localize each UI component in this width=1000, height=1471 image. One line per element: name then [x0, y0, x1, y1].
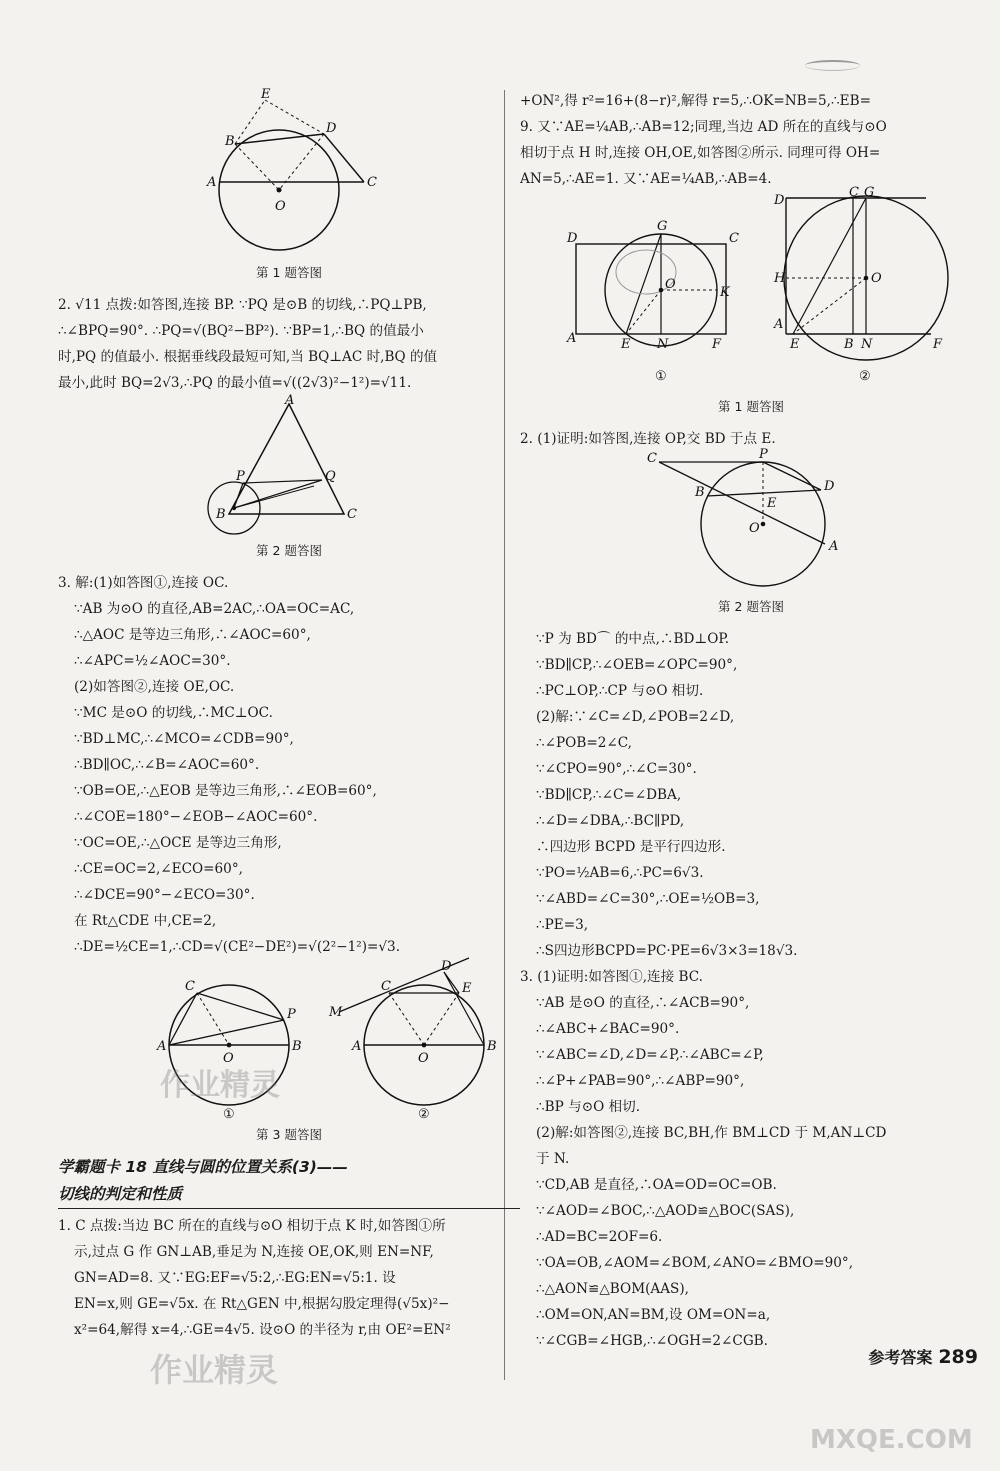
svg-text:C: C: [381, 979, 391, 994]
fig2-caption: 第 2 题答图: [256, 543, 322, 558]
fig3-caption: 第 3 题答图: [256, 1127, 322, 1142]
right-fig1-diagram: [531, 185, 971, 392]
svg-text:O: O: [749, 521, 760, 536]
q2-line: ∵P 为 BD⌒ 的中点,∴BD⊥OP.: [536, 631, 730, 647]
q2-line: ∴S四边形BCPD=PC·PE=6√3×3=18√3.: [536, 943, 798, 959]
q3-line: ∴BP 与⊙O 相切.: [536, 1099, 641, 1115]
svg-text:B: B: [216, 507, 226, 522]
q3-line: ∴AD=BC=2OF=6.: [536, 1229, 663, 1245]
svg-text:P: P: [287, 1007, 296, 1022]
svg-text:C: C: [347, 507, 357, 522]
q1-line: 示,过点 G 作 GN⊥AB,垂足为 N,连接 OE,OK,则 EN=NF,: [74, 1244, 434, 1260]
q3-line: ∵∠AOD=∠BOC,∴△AOD≌△BOC(SAS),: [536, 1203, 795, 1219]
right-column: [520, 88, 982, 1354]
q1-line: EN=x,则 GE=√5x. 在 Rt△GEN 中,根据勾股定理得(√5x)²−: [74, 1296, 450, 1312]
right-fig1-label-1: ①: [655, 369, 667, 384]
q3-line: ∵OB=OE,∴△EOB 是等边三角形,∴∠EOB=60°,: [74, 783, 377, 799]
svg-text:D: D: [441, 959, 452, 974]
svg-text:N: N: [861, 337, 873, 352]
q3-line: (2)如答图②,连接 OE,OC.: [74, 679, 235, 695]
section-title-line2: 切线的判定和性质: [58, 1181, 520, 1209]
svg-text:N: N: [657, 337, 669, 352]
watermark: 作业精灵: [150, 1351, 279, 1389]
q2-line: ∵∠CPO=90°,∴∠C=30°.: [536, 761, 697, 777]
q2-line: ∵∠ABD=∠C=30°,∴OE=½OB=3,: [536, 891, 760, 907]
svg-text:B: B: [695, 485, 705, 500]
svg-text:E: E: [767, 496, 777, 511]
svg-text:D: D: [326, 121, 337, 136]
fig3-diagram: [89, 959, 497, 1122]
svg-text:E: E: [621, 337, 631, 352]
svg-text:Q: Q: [325, 469, 336, 484]
q3-line: ∴∠ABC+∠BAC=90°.: [536, 1021, 680, 1037]
q3-line: ∵∠CGB=∠HGB,∴∠OGH=2∠CGB.: [536, 1333, 768, 1349]
svg-text:E: E: [261, 87, 271, 102]
q3-line: ∴△AON≌△BOM(AAS),: [536, 1281, 689, 1297]
svg-text:D: D: [567, 231, 578, 246]
svg-text:B: B: [487, 1039, 497, 1054]
svg-text:D: D: [824, 479, 835, 494]
q2-line: ∴∠POB=2∠C,: [536, 735, 632, 751]
svg-text:O: O: [871, 271, 882, 286]
q3-line: (2)解:如答图②,连接 BC,BH,作 BM⊥CD 于 M,AN⊥CD: [536, 1125, 887, 1141]
fig1-diagram: [189, 88, 389, 258]
right-fig2-diagram: [641, 447, 861, 592]
section-title-line1: 学霸题卡 18 直线与圆的位置关系(3)——: [58, 1158, 348, 1176]
svg-text:A: A: [567, 331, 577, 346]
right-fig1-caption: 第 1 题答图: [718, 399, 784, 414]
q2-line: ∴∠D=∠DBA,∴BC∥PD,: [536, 813, 685, 829]
left-column: [58, 88, 520, 1343]
q3-line: ∵OA=OB,∠AOM=∠BOM,∠ANO=∠BMO=90°,: [536, 1255, 854, 1271]
q3-line: ∴∠P+∠PAB=90°,∴∠ABP=90°,: [536, 1073, 745, 1089]
q3-line: ∴△AOC 是等边三角形,∴∠AOC=60°,: [74, 627, 311, 643]
right-fig2-caption: 第 2 题答图: [718, 599, 784, 614]
q2-line: ∵BD∥CP,∴∠C=∠DBA,: [536, 787, 682, 803]
svg-text:F: F: [933, 337, 943, 352]
q2-line: 最小,此时 BQ=2√3,∴PQ 的最小值=√((2√3)²−1²)=√11.: [58, 375, 412, 391]
q2-line: ∴∠BPQ=90°. ∴PQ=√(BQ²−BP²). ∵BP=1,∴BQ 的值最小: [58, 323, 424, 339]
svg-text:A: A: [285, 393, 295, 408]
svg-text:F: F: [712, 337, 722, 352]
svg-text:M: M: [329, 1005, 343, 1020]
svg-text:D: D: [774, 193, 785, 208]
svg-text:B: B: [844, 337, 854, 352]
q3-line: ∵AB 是⊙O 的直径,∴∠ACB=90°,: [536, 995, 750, 1011]
svg-text:O: O: [418, 1051, 429, 1066]
q1-line: 1. C 点拨:当边 BC 所在的直线与⊙O 相切于点 K 时,如答图①所: [58, 1218, 446, 1234]
q3-line: ∴∠DCE=90°−∠ECO=30°.: [74, 887, 255, 903]
q3-line: ∴DE=½CE=1,∴CD=√(CE²−DE²)=√(2²−1²)=√3.: [74, 939, 401, 955]
q3-line: ∵OC=OE,∴△OCE 是等边三角形,: [74, 835, 282, 851]
svg-text:A: A: [352, 1039, 362, 1054]
watermark: MXQE.COM: [810, 1425, 973, 1455]
svg-text:H: H: [774, 271, 786, 286]
svg-text:P: P: [759, 447, 768, 462]
q1-line: GN=AD=8. 又∵EG:EF=√5:2,∴EG:EN=√5:1. 设: [74, 1270, 396, 1286]
page-footer: [868, 1345, 978, 1368]
svg-text:C: C: [849, 185, 859, 200]
q3-line: ∵AB 为⊙O 的直径,AB=2AC,∴OA=OC=AC,: [74, 601, 355, 617]
q2-line: ∵BD∥CP,∴∠OEB=∠OPC=90°,: [536, 657, 738, 673]
svg-text:P: P: [236, 469, 245, 484]
svg-text:B: B: [225, 134, 235, 149]
svg-text:A: A: [829, 539, 839, 554]
q2-line: 2. √11 点拨:如答图,连接 BP. ∵PQ 是⊙B 的切线,∴PQ⊥PB,: [58, 297, 427, 313]
q2-line: 2. (1)证明:如答图,连接 OP,交 BD 于点 E.: [520, 431, 776, 447]
q2-line: 时,PQ 的值最小. 根据垂线段最短可知,当 BQ⊥AC 时,BQ 的值: [58, 349, 438, 365]
svg-text:C: C: [729, 231, 739, 246]
svg-text:C: C: [367, 175, 377, 190]
svg-text:K: K: [720, 285, 730, 300]
q3-line: 在 Rt△CDE 中,CE=2,: [74, 913, 217, 929]
q3-line: ∴∠COE=180°−∠EOB−∠AOC=60°.: [74, 809, 318, 825]
svg-text:A: A: [774, 317, 784, 332]
cont-line: +ON²,得 r²=16+(8−r)²,解得 r=5,∴OK=NB=5,∴EB=: [520, 93, 871, 109]
q3-line: ∴CE=OC=2,∠ECO=60°,: [74, 861, 243, 877]
svg-text:B: B: [292, 1039, 302, 1054]
right-fig1-label-2: ②: [859, 369, 871, 384]
q3-line: ∵∠ABC=∠D,∠D=∠P,∴∠ABC=∠P,: [536, 1047, 764, 1063]
page-number: 289: [938, 1346, 978, 1368]
svg-text:O: O: [665, 277, 676, 292]
q2-line: ∴PE=3,: [536, 917, 589, 933]
fig2-diagram: [204, 393, 374, 536]
q3-line: ∵BD⊥MC,∴∠MCO=∠CDB=90°,: [74, 731, 294, 747]
q3-line: ∵CD,AB 是直径,∴OA=OD=OC=OB.: [536, 1177, 777, 1193]
cont-line: 9. 又∵AE=¼AB,∴AB=12;同理,当边 AD 所在的直线与⊙O: [520, 119, 887, 135]
svg-text:O: O: [223, 1051, 234, 1066]
q3-line: ∵MC 是⊙O 的切线,∴MC⊥OC.: [74, 705, 273, 721]
fig1-caption: 第 1 题答图: [256, 265, 322, 280]
svg-text:G: G: [864, 185, 875, 200]
fig3-label-1: ①: [223, 1107, 235, 1122]
q3-line: 于 N.: [536, 1151, 570, 1167]
svg-text:E: E: [790, 337, 800, 352]
svg-text:C: C: [185, 979, 195, 994]
q3-line: 3. (1)证明:如答图①,连接 BC.: [520, 969, 703, 985]
q2-line: ∵PO=½AB=6,∴PC=6√3.: [536, 865, 704, 881]
fig3-label-2: ②: [418, 1107, 430, 1122]
svg-text:G: G: [657, 219, 668, 234]
svg-text:C: C: [647, 451, 657, 466]
cont-line: AN=5,∴AE=1. 又∵AE=¼AB,∴AB=4.: [520, 171, 772, 187]
cont-line: 相切于点 H 时,连接 OH,OE,如答图②所示. 同理可得 OH=: [520, 145, 881, 161]
svg-text:E: E: [462, 981, 472, 996]
watermark: 作业精灵: [160, 1068, 280, 1103]
q3-line: ∴∠APC=½∠AOC=30°.: [74, 653, 231, 669]
svg-text:A: A: [157, 1039, 167, 1054]
q1-line: x²=64,解得 x=4,∴GE=4√5. 设⊙O 的半径为 r,由 OE²=EN²: [74, 1322, 451, 1338]
svg-text:A: A: [207, 175, 217, 190]
q2-line: ∴PC⊥OP,∴CP 与⊙O 相切.: [536, 683, 704, 699]
q2-line: (2)解:∵∠C=∠D,∠POB=2∠D,: [536, 709, 735, 725]
q2-line: ∴四边形 BCPD 是平行四边形.: [536, 839, 726, 855]
header-ornament: [805, 60, 860, 71]
q3-line: ∴BD∥OC,∴∠B=∠AOC=60°.: [74, 757, 260, 773]
q3-line: ∴OM=ON,AN=BM,设 OM=ON=a,: [536, 1307, 771, 1323]
svg-text:O: O: [275, 199, 286, 214]
footer-label: 参考答案: [868, 1348, 933, 1367]
q3-line: 3. 解:(1)如答图①,连接 OC.: [58, 575, 229, 591]
